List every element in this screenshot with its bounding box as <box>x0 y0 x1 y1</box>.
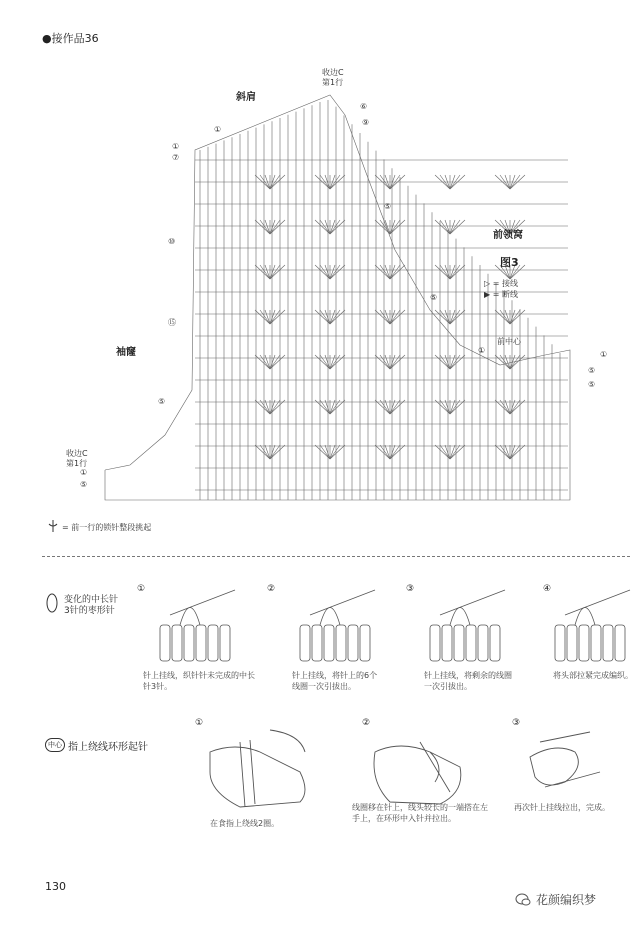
stitch-symbol-icon <box>45 518 61 538</box>
row-marker: ⑨ <box>362 118 370 127</box>
step-caption: 将头部拉紧完成编织。 <box>553 671 633 680</box>
step-caption: 针上挂线，织针针未完成的中长针3针。 <box>143 671 255 691</box>
wechat-icon <box>515 892 531 911</box>
row-marker: ⑮ <box>168 318 176 327</box>
step-number: ③ <box>512 718 521 728</box>
step-number: ① <box>137 584 146 594</box>
section-divider <box>42 556 630 557</box>
section1-title: 变化的中长针 3针的枣形针 <box>64 595 119 616</box>
row-marker: ① <box>478 346 486 355</box>
legend-attach-yarn: ▷ = 接线 <box>484 279 518 288</box>
armhole-label: 袖窿 <box>116 347 136 358</box>
step-number: ② <box>362 718 371 728</box>
step-caption: 再次针上挂线拉出，完成。 <box>514 803 610 812</box>
neckline-label: 前领窝 <box>493 230 523 241</box>
step-number: ③ <box>406 584 415 594</box>
row-marker: ⑦ <box>172 153 180 162</box>
page-title: ●接作品36 <box>42 32 99 45</box>
figure-label: 图3 <box>500 256 519 269</box>
stitch-note: = 前一行的锁针整段挑起 <box>62 523 152 532</box>
row-marker: ① <box>80 468 88 477</box>
step-illustration <box>0 585 640 675</box>
row-marker: ⑤ <box>80 480 88 489</box>
step-caption: 针上挂线，将针上的6个线圈一次引拔出。 <box>292 671 378 691</box>
legend-cut-yarn: ▶ = 断线 <box>484 290 518 299</box>
row-marker: ① <box>172 142 180 151</box>
shoulder-label: 斜肩 <box>236 92 256 103</box>
front-center-label: 前中心 <box>497 337 521 346</box>
row-marker: ⑤ <box>588 366 596 375</box>
row-marker: ⑥ <box>360 102 368 111</box>
step-caption: 在食指上绕线2圈。 <box>210 819 280 828</box>
step-number: ② <box>267 584 276 594</box>
row-marker: ⑤ <box>158 397 166 406</box>
step-number: ④ <box>543 584 552 594</box>
row-marker: ⑩ <box>168 237 176 246</box>
step-number: ① <box>195 718 204 728</box>
step-caption: 线圈移在针上，线头较长的一端搭在左手上，在环形中入针并拉出。 <box>352 803 488 823</box>
row-marker: ⑤ <box>588 380 596 389</box>
step-caption: 针上挂线，将剩余的线圈一次引拔出。 <box>424 671 512 691</box>
row-marker: ⑤ <box>430 293 438 302</box>
section2-title: 指上绕线环形起针 <box>68 742 148 753</box>
row-marker: ① <box>600 350 608 359</box>
center-badge: 中心 <box>45 738 65 752</box>
watermark: 花颜编织梦 <box>536 893 597 907</box>
page-number: 130 <box>45 880 66 893</box>
finish-edge-top-label: 收边C 第1行 <box>322 68 344 87</box>
row-marker: ① <box>214 125 222 134</box>
row-marker: ⑤ <box>384 202 392 211</box>
finish-edge-left-label: 收边C 第1行 <box>66 449 88 468</box>
